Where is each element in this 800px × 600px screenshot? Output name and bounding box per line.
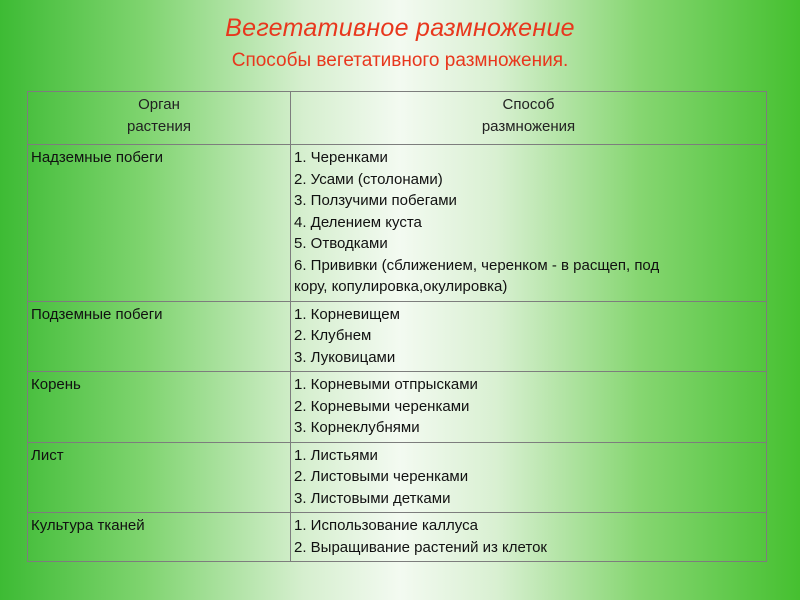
method-item: 1. Листьями: [294, 446, 378, 464]
method-item: 3. Ползучими побегами: [294, 192, 457, 209]
method-item: 3. Луковицами: [294, 348, 396, 366]
methods-cell: [291, 145, 767, 302]
slide-title: Вегетативное размножение: [225, 14, 575, 42]
header-organ-line: растения: [126, 118, 191, 135]
method-item: кору, копулировка,окулировка): [294, 278, 508, 295]
method-item: 5. Отводками: [294, 235, 388, 252]
organ-cell: Надземные побеги: [28, 145, 291, 302]
header-method-line: Способ: [502, 96, 555, 113]
header-method: [291, 92, 767, 145]
organ-cell: Подземные побеги: [28, 301, 291, 372]
method-item: 4. Делением куста: [294, 213, 422, 231]
organ-cell: Корень: [28, 372, 291, 443]
header-method-line: размножения: [481, 118, 576, 135]
header-organ-line: Орган: [138, 96, 180, 113]
table-row: [28, 372, 767, 443]
header-organ: [28, 92, 291, 145]
organ-cell: Культура тканей: [28, 513, 291, 562]
table-row: [28, 301, 767, 372]
method-item: 2. Выращивание растений из клеток: [294, 538, 547, 556]
table-header-row: [28, 92, 767, 145]
methods-cell: [291, 301, 767, 372]
methods-cell: [291, 513, 767, 562]
table-row: [28, 513, 767, 562]
method-item: 1. Корневыми отпрысками: [294, 376, 478, 393]
table-row: [28, 442, 767, 513]
method-item: 1. Использование каллуса: [294, 517, 478, 534]
slide-subtitle: Способы вегетативного размножения.: [231, 50, 569, 71]
propagation-methods-table: [27, 91, 767, 562]
method-item: 2. Клубнем: [294, 327, 372, 344]
method-item: 1. Черенками: [294, 149, 388, 166]
method-item: 1. Корневищем: [294, 305, 400, 323]
method-item: 6. Прививки (сближением, черенком - в расщеп, под: [294, 256, 660, 274]
method-item: 2. Листовыми черенками: [294, 468, 469, 485]
organ-cell: Лист: [28, 442, 291, 513]
method-item: 2. Усами (столонами): [294, 170, 443, 188]
methods-cell: [291, 442, 767, 513]
method-item: 3. Листовыми детками: [294, 489, 451, 507]
method-item: 3. Корнеклубнями: [294, 419, 420, 436]
methods-cell: [291, 372, 767, 443]
method-item: 2. Корневыми черенками: [294, 397, 470, 415]
table-row: [28, 145, 767, 302]
